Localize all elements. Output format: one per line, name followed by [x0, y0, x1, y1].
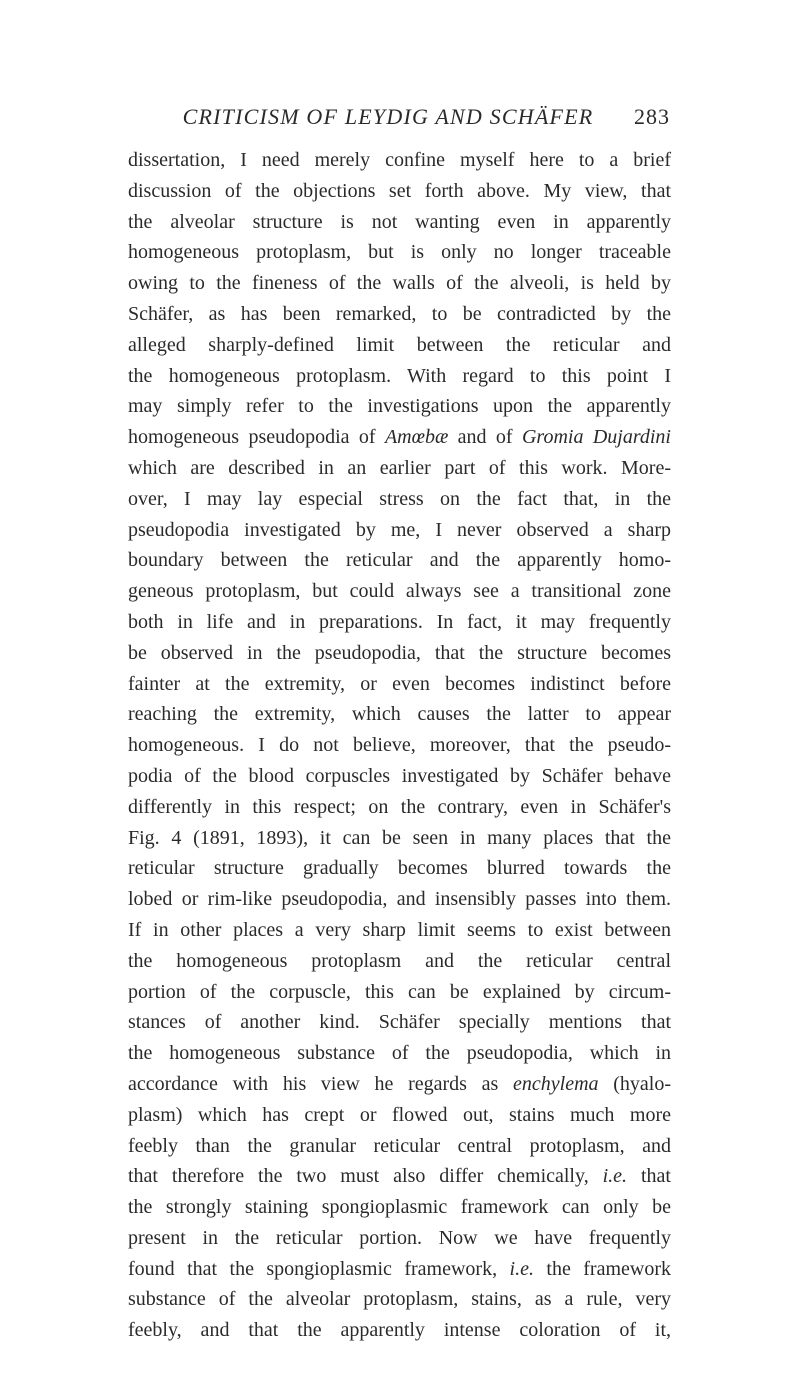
- text-line: [128, 576, 671, 607]
- italic-text: enchylema: [513, 1072, 599, 1095]
- text-line: [128, 1284, 671, 1315]
- text-line: [128, 853, 671, 884]
- text-segment: substance of the alveolar protoplasm, stains, as a rule, very: [128, 1288, 671, 1311]
- text-line: [128, 145, 671, 176]
- text-segment: Fig. 4 (1891, 1893), it can be seen in many places that the: [128, 826, 671, 849]
- text-segment: the homogeneous protoplasm. With regard to this point I: [128, 364, 671, 387]
- text-segment: fainter at the extremity, or even becomes indistinct before: [128, 672, 671, 695]
- text-line: [128, 915, 671, 946]
- text-line: [128, 1254, 671, 1285]
- text-segment: present in the reticular portion. Now we have frequently: [128, 1226, 671, 1249]
- text-line: [128, 669, 671, 700]
- text-segment: that therefore the two must also differ chemically,: [128, 1165, 603, 1188]
- text-segment: alleged sharply-defined limit between the reticular and: [128, 333, 671, 356]
- text-segment: may simply refer to the investigations upon the apparently: [128, 395, 671, 418]
- italic-text: Gromia Dujardini: [521, 426, 671, 449]
- running-title: CRITICISM OF LEYDIG AND SCHÄFER: [182, 104, 594, 129]
- text-line: [128, 422, 671, 453]
- text-segment: reaching the extremity, which causes the latter to appear: [128, 703, 671, 726]
- text-segment: plasm) which has crept or flowed out, stains much more: [128, 1103, 671, 1126]
- text-line: [128, 1192, 671, 1223]
- text-segment: portion of the corpuscle, this can be explained by circum-: [128, 980, 671, 1003]
- text-line: [128, 330, 671, 361]
- text-line: [128, 237, 671, 268]
- text-segment: the homogeneous substance of the pseudopodia, which in: [128, 1042, 671, 1065]
- text-line: [128, 946, 671, 977]
- text-segment: Schäfer, as has been remarked, to be contradicted by the: [128, 302, 671, 325]
- text-segment: reticular structure gradually becomes blurred towards the: [128, 857, 671, 880]
- text-line: [128, 761, 671, 792]
- text-segment: which are described in an earlier part of this work. More-: [128, 456, 671, 479]
- text-segment: and of: [448, 426, 522, 449]
- text-segment: homogeneous protoplasm, but is only no longer traceable: [128, 241, 671, 264]
- text-segment: the alveolar structure is not wanting even in apparently: [128, 210, 671, 233]
- text-line: [128, 268, 671, 299]
- text-segment: homogeneous pseudopodia of: [128, 426, 385, 449]
- text-line: [128, 730, 671, 761]
- text-line: [128, 1315, 671, 1346]
- text-line: [128, 1131, 671, 1162]
- italic-text: i.e.: [602, 1165, 628, 1188]
- text-line: [128, 1223, 671, 1254]
- text-segment: over, I may lay especial stress on the fact that, in the: [128, 487, 671, 510]
- text-segment: found that the spongioplasmic framework,: [128, 1257, 510, 1280]
- text-line: [128, 484, 671, 515]
- text-line: [128, 299, 671, 330]
- text-segment: If in other places a very sharp limit seems to exist between: [128, 918, 671, 941]
- text-line: [128, 884, 671, 915]
- text-segment: lobed or rim-like pseudopodia, and insensibly passes into them.: [128, 888, 671, 911]
- text-segment: dissertation, I need merely confine myself here to a brief: [128, 149, 671, 171]
- text-segment: (hyalo-: [598, 1072, 671, 1095]
- text-segment: both in life and in preparations. In fact, it may frequently: [128, 610, 671, 633]
- text-line: [128, 1161, 671, 1192]
- text-segment: accordance with his view he regards as: [128, 1072, 514, 1095]
- text-line: [128, 638, 671, 669]
- italic-text: Amœbæ: [384, 426, 449, 449]
- text-segment: the framework: [533, 1257, 671, 1280]
- text-line: [128, 515, 671, 546]
- text-line: [128, 977, 671, 1008]
- text-segment: discussion of the objections set forth above. My view, that: [128, 179, 671, 202]
- text-line: [128, 176, 671, 207]
- text-line: [128, 391, 671, 422]
- body-paragraph: [128, 145, 671, 1346]
- text-line: [128, 1069, 671, 1100]
- text-segment: podia of the blood corpuscles investigated by Schäfer behave: [128, 764, 671, 787]
- text-segment: homogeneous. I do not believe, moreover, that the pseudo-: [128, 734, 671, 757]
- text-segment: boundary between the reticular and the apparently homo-: [128, 549, 671, 572]
- text-line: [128, 607, 671, 638]
- text-segment: geneous protoplasm, but could always see a transitional zone: [128, 580, 671, 603]
- text-line: [128, 823, 671, 854]
- text-line: [128, 792, 671, 823]
- text-line: [128, 1038, 671, 1069]
- text-line: [128, 1007, 671, 1038]
- text-segment: stances of another kind. Schäfer specially mentions that: [128, 1011, 671, 1034]
- text-segment: that: [627, 1165, 671, 1188]
- text-line: [128, 699, 671, 730]
- text-segment: feebly than the granular reticular central protoplasm, and: [128, 1134, 671, 1157]
- text-segment: be observed in the pseudopodia, that the structure becomes: [128, 641, 671, 664]
- text-segment: owing to the fineness of the walls of the alveoli, is held by: [128, 272, 671, 295]
- text-line: [128, 207, 671, 238]
- text-segment: the strongly staining spongioplasmic framework can only be: [128, 1196, 671, 1219]
- text-line: [128, 1100, 671, 1131]
- text-segment: differently in this respect; on the contrary, even in Schäfer's: [128, 795, 671, 818]
- text-segment: feebly, and that the apparently intense coloration of it,: [128, 1319, 671, 1342]
- italic-text: i.e.: [509, 1257, 534, 1280]
- text-segment: the homogeneous protoplasm and the reticular central: [128, 949, 671, 972]
- text-line: [128, 545, 671, 576]
- text-line: [128, 361, 671, 392]
- text-line: [128, 453, 671, 484]
- text-segment: pseudopodia investigated by me, I never observed a sharp: [128, 518, 671, 541]
- page-number: 283: [634, 104, 670, 129]
- running-head: [128, 104, 670, 134]
